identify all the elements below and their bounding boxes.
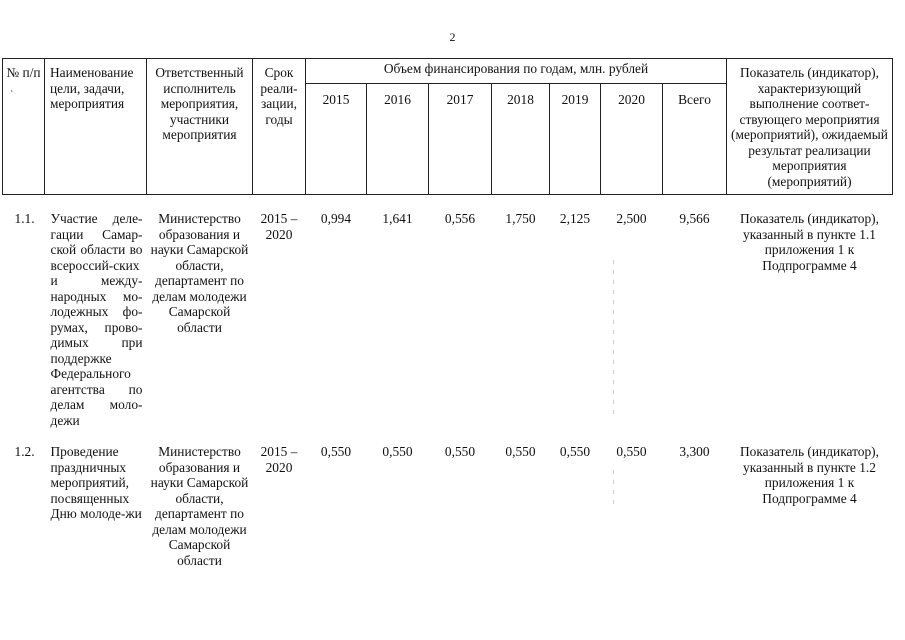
- header-term: Срок реали-зации, годы: [253, 59, 306, 195]
- page-number: 2: [449, 30, 456, 44]
- table-row: [3, 195, 893, 431]
- financing-table: [2, 58, 893, 570]
- row-responsible: Министерство образования и науки Самарской области, департамент по делам молодежи Самарской области: [150, 211, 249, 335]
- header-year: 2020: [601, 84, 663, 195]
- row-number: 1.1.: [14, 211, 35, 226]
- row-value-2016: 0,550: [382, 444, 413, 459]
- row-value-2017: 0,550: [444, 444, 476, 459]
- header-num: [3, 59, 45, 195]
- row-value-2015: 0,550: [320, 444, 352, 459]
- row-indicator: Показатель (индикатор), указанный в пункте 1.1 приложения 1 к Подпрограмме 4: [740, 211, 879, 273]
- row-value-2015: 0,994: [320, 211, 352, 226]
- scan-artifact: [613, 470, 615, 510]
- row-name: Участие деле-гации Самар-ской области во всероссий-ских и между-народных мо-лодежных фо-румах, прово-димых при поддержке Федерального агентства по делам моло-дежи: [50, 211, 143, 428]
- row-value-total: 9,566: [679, 211, 710, 226]
- header-funding-group: Объем финансирования по годам, млн. рублей: [306, 59, 727, 84]
- table-row: [3, 430, 893, 570]
- header-year: 2018: [492, 84, 550, 195]
- header-name: Наименование цели, задачи, мероприятия: [45, 59, 147, 195]
- row-value-2020: 2,500: [616, 211, 647, 226]
- header-year: 2016: [367, 84, 429, 195]
- row-value-2017: 0,556: [444, 211, 476, 226]
- header-year: 2017: [429, 84, 492, 195]
- header-year: 2019: [550, 84, 601, 195]
- row-value-2016: 1,641: [382, 211, 413, 226]
- header-indicator: Показатель (индикатор), характеризующий выполнение соответ-ствующего мероприятия (мероприятий), ожидаемый результат реализации мероприятия (мероприятий): [727, 59, 893, 195]
- row-value-2020: 0,550: [616, 444, 647, 459]
- header-total: Всего: [663, 84, 727, 195]
- row-value-2018: 1,750: [505, 211, 536, 226]
- header-num-mark: `: [10, 89, 14, 101]
- row-responsible: Министерство образования и науки Самарской области, департамент по делам молодежи Самарской области: [150, 444, 249, 568]
- row-term: 2015 – 2020: [260, 211, 298, 242]
- row-indicator: Показатель (индикатор), указанный в пункте 1.2 приложения 1 к Подпрограмме 4: [740, 444, 879, 506]
- row-value-2018: 0,550: [505, 444, 536, 459]
- row-number: 1.2.: [14, 444, 35, 459]
- row-name: Проведение праздничных мероприятий, посвященных Дню молоде-жи: [50, 444, 142, 521]
- row-value-total: 3,300: [679, 444, 710, 459]
- header-responsible: Ответственный исполнитель мероприятия, участники мероприятия: [147, 59, 253, 195]
- row-value-2019: 0,550: [559, 444, 591, 459]
- scan-artifact: [613, 260, 615, 420]
- header-year: 2015: [306, 84, 367, 195]
- header-num-label: № п/п: [6, 65, 41, 80]
- row-value-2019: 2,125: [559, 211, 591, 226]
- row-term: 2015 – 2020: [260, 444, 298, 475]
